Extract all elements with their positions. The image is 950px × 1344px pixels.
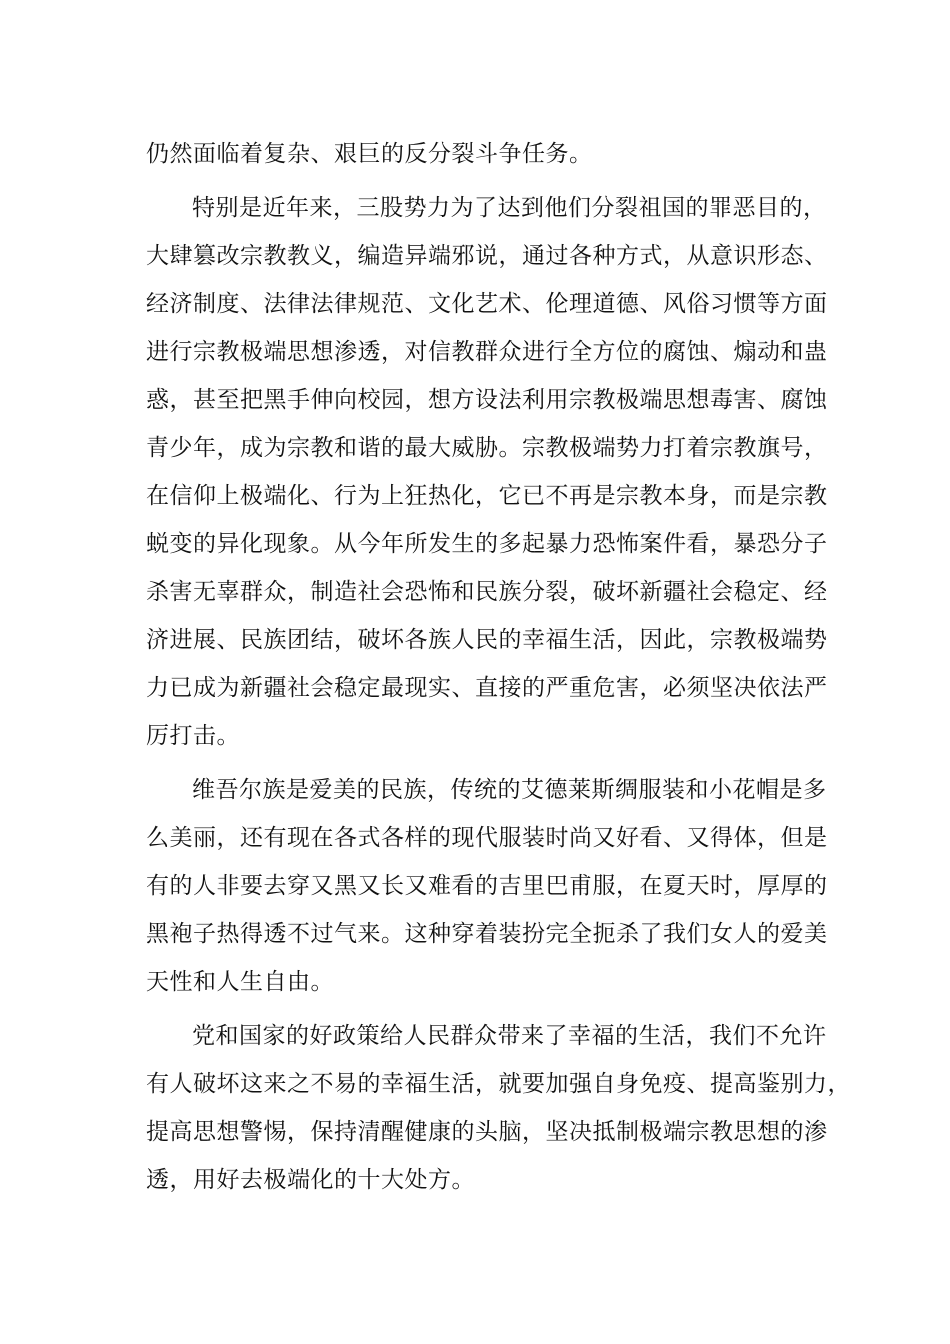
text-line: 蜕变的异化现象。从今年所发生的多起暴力恐怖案件看，暴恐分子 xyxy=(146,531,828,557)
text-line: 透，用好去极端化的十大处方。 xyxy=(146,1167,475,1193)
text-line: 惑，甚至把黑手伸向校园，想方设法利用宗教极端思想毒害、腐蚀 xyxy=(146,387,828,413)
text-line: 经济制度、法律法律规范、文化艺术、伦理道德、风俗习惯等方面 xyxy=(146,291,828,317)
text-line: 济进展、民族团结，破坏各族人民的幸福生活，因此，宗教极端势 xyxy=(146,627,828,653)
text-line: 有人破坏这来之不易的幸福生活，就要加强自身免疫、提高鉴别力， xyxy=(146,1071,851,1097)
text-line: 在信仰上极端化、行为上狂热化，它已不再是宗教本身，而是宗教 xyxy=(146,483,828,509)
paragraph-uyghur-dress xyxy=(146,766,828,1006)
paragraph-continuation xyxy=(146,130,806,178)
text-line: 提高思想警惕，保持清醒健康的头脑，坚决抵制极端宗教思想的渗 xyxy=(146,1119,828,1145)
text-line: 力已成为新疆社会稳定最现实、直接的严重危害，必须坚决依法严 xyxy=(146,675,828,701)
text-line: 厉打击。 xyxy=(146,723,240,749)
text-line: 大肆篡改宗教教义，编造异端邪说，通过各种方式，从意识形态、 xyxy=(146,243,828,269)
text-line: 特别是近年来，三股势力为了达到他们分裂祖国的罪恶目的， xyxy=(192,195,827,221)
paragraph-conclusion xyxy=(146,1012,851,1204)
text-line: 青少年，成为宗教和谐的最大威胁。宗教极端势力打着宗教旗号， xyxy=(146,435,828,461)
text-line: 仍然面临着复杂、艰巨的反分裂斗争任务。 xyxy=(146,141,593,167)
document-body xyxy=(146,130,851,1204)
text-line: 杀害无辜群众，制造社会恐怖和民族分裂，破坏新疆社会稳定、经 xyxy=(146,579,828,605)
paragraph-extremism-threat xyxy=(146,184,828,760)
text-line: 黑袍子热得透不过气来。这种穿着装扮完全扼杀了我们女人的爱美 xyxy=(146,921,828,947)
text-line: 天性和人生自由。 xyxy=(146,969,334,995)
text-line: 党和国家的好政策给人民群众带来了幸福的生活，我们不允许 xyxy=(192,1023,827,1049)
text-line: 有的人非要去穿又黑又长又难看的吉里巴甫服，在夏天时，厚厚的 xyxy=(146,873,828,899)
text-line: 么美丽，还有现在各式各样的现代服装时尚又好看、又得体，但是 xyxy=(146,825,828,851)
text-line: 进行宗教极端思想渗透，对信教群众进行全方位的腐蚀、煽动和蛊 xyxy=(146,339,828,365)
text-line: 维吾尔族是爱美的民族，传统的艾德莱斯绸服装和小花帽是多 xyxy=(192,777,827,803)
